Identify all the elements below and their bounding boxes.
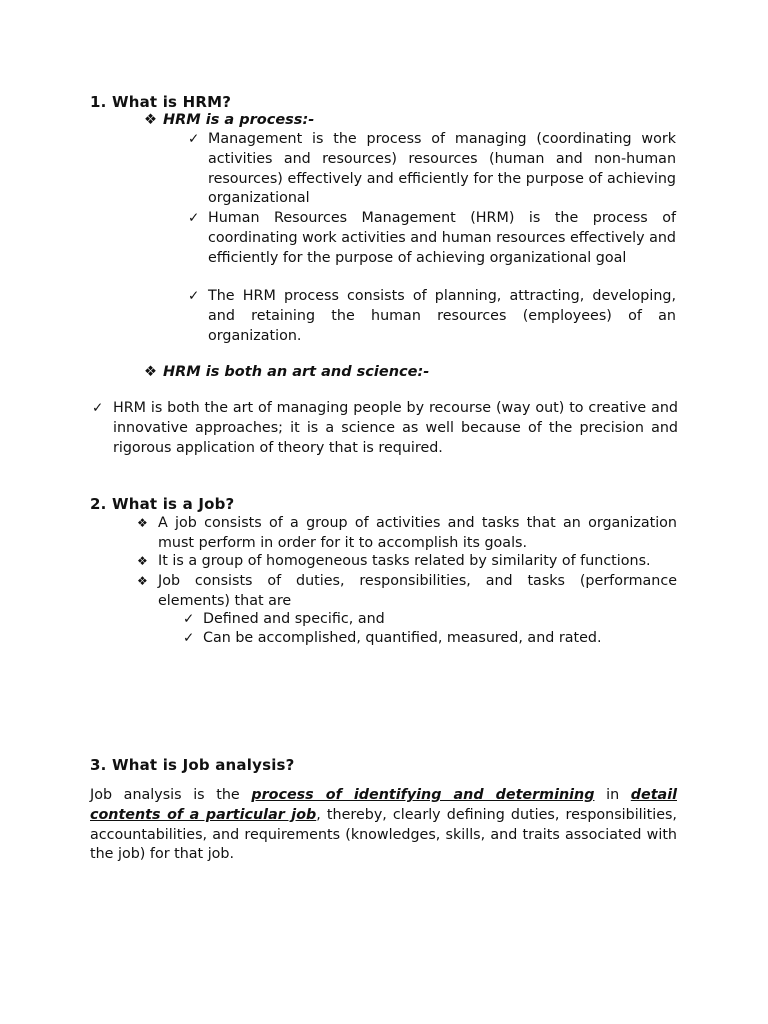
emphasis-underline: process of identifying and determining [251, 787, 595, 803]
list-item: Management is the process of managing (coordinating work activities and resources) resources (human and non-human resources) effectively and efficiently for the purpose of achieving organizational [208, 131, 676, 207]
section-2-heading: 2. What is a Job? [90, 495, 235, 513]
list-item: Can be accomplished, quantified, measured, and rated. [203, 630, 602, 646]
subheading-hrm-process-text: HRM is a process:- [163, 112, 315, 128]
check-icon: ✓ [188, 131, 200, 147]
check-icon: ✓ [183, 611, 195, 627]
subheading-art-science-text: HRM is both an art and science:- [163, 364, 430, 380]
list-item: HRM is both the art of managing people by recourse (way out) to creative and innovative approaches; it is a science as well because of the precision and rigorous application of theory that is required. [113, 400, 678, 456]
paragraph-text: in [594, 787, 631, 803]
list-item: A job consists of a group of activities and tasks that an organization must perform in order for it to accomplish its goals. [158, 515, 677, 551]
diamond-bullet-icon: ❖ [137, 554, 148, 568]
list-item: The HRM process consists of planning, attracting, developing, and retaining the human resources (employees) of an organization. [208, 288, 676, 344]
diamond-bullet-icon: ❖ [137, 574, 148, 588]
section-1-heading: 1. What is HRM? [90, 93, 232, 111]
check-icon: ✓ [183, 630, 195, 646]
paragraph-text: , thereby, clearly defining duties, responsibilities, accountabilities, and requirements (knowledges, skills, and traits associated with the job) for that job. [90, 806, 677, 863]
check-icon: ✓ [188, 288, 200, 304]
paragraph-text: Job analysis is the [90, 787, 252, 803]
section-3-heading: 3. What is Job analysis? [90, 756, 295, 774]
subheading-hrm-process [144, 112, 314, 128]
emphasis-underline: detail contents of a particular job [90, 787, 677, 823]
list-item: Human Resources Management (HRM) is the process of coordinating work activities and human resources effectively and efficiently for the purpose of achieving organizational goal [208, 210, 676, 266]
job-analysis-paragraph [90, 786, 677, 865]
check-icon: ✓ [188, 210, 200, 226]
check-icon: ✓ [92, 400, 104, 416]
diamond-bullet-icon: ❖ [137, 516, 148, 530]
subheading-art-science [144, 364, 429, 380]
list-item: It is a group of homogeneous tasks related by similarity of functions. [158, 553, 651, 569]
diamond-bullet-icon: ❖ [144, 364, 157, 380]
list-item: Defined and specific, and [203, 611, 385, 627]
diamond-bullet-icon: ❖ [144, 112, 157, 128]
list-item: Job consists of duties, responsibilities, and tasks (performance elements) that are [158, 573, 677, 609]
